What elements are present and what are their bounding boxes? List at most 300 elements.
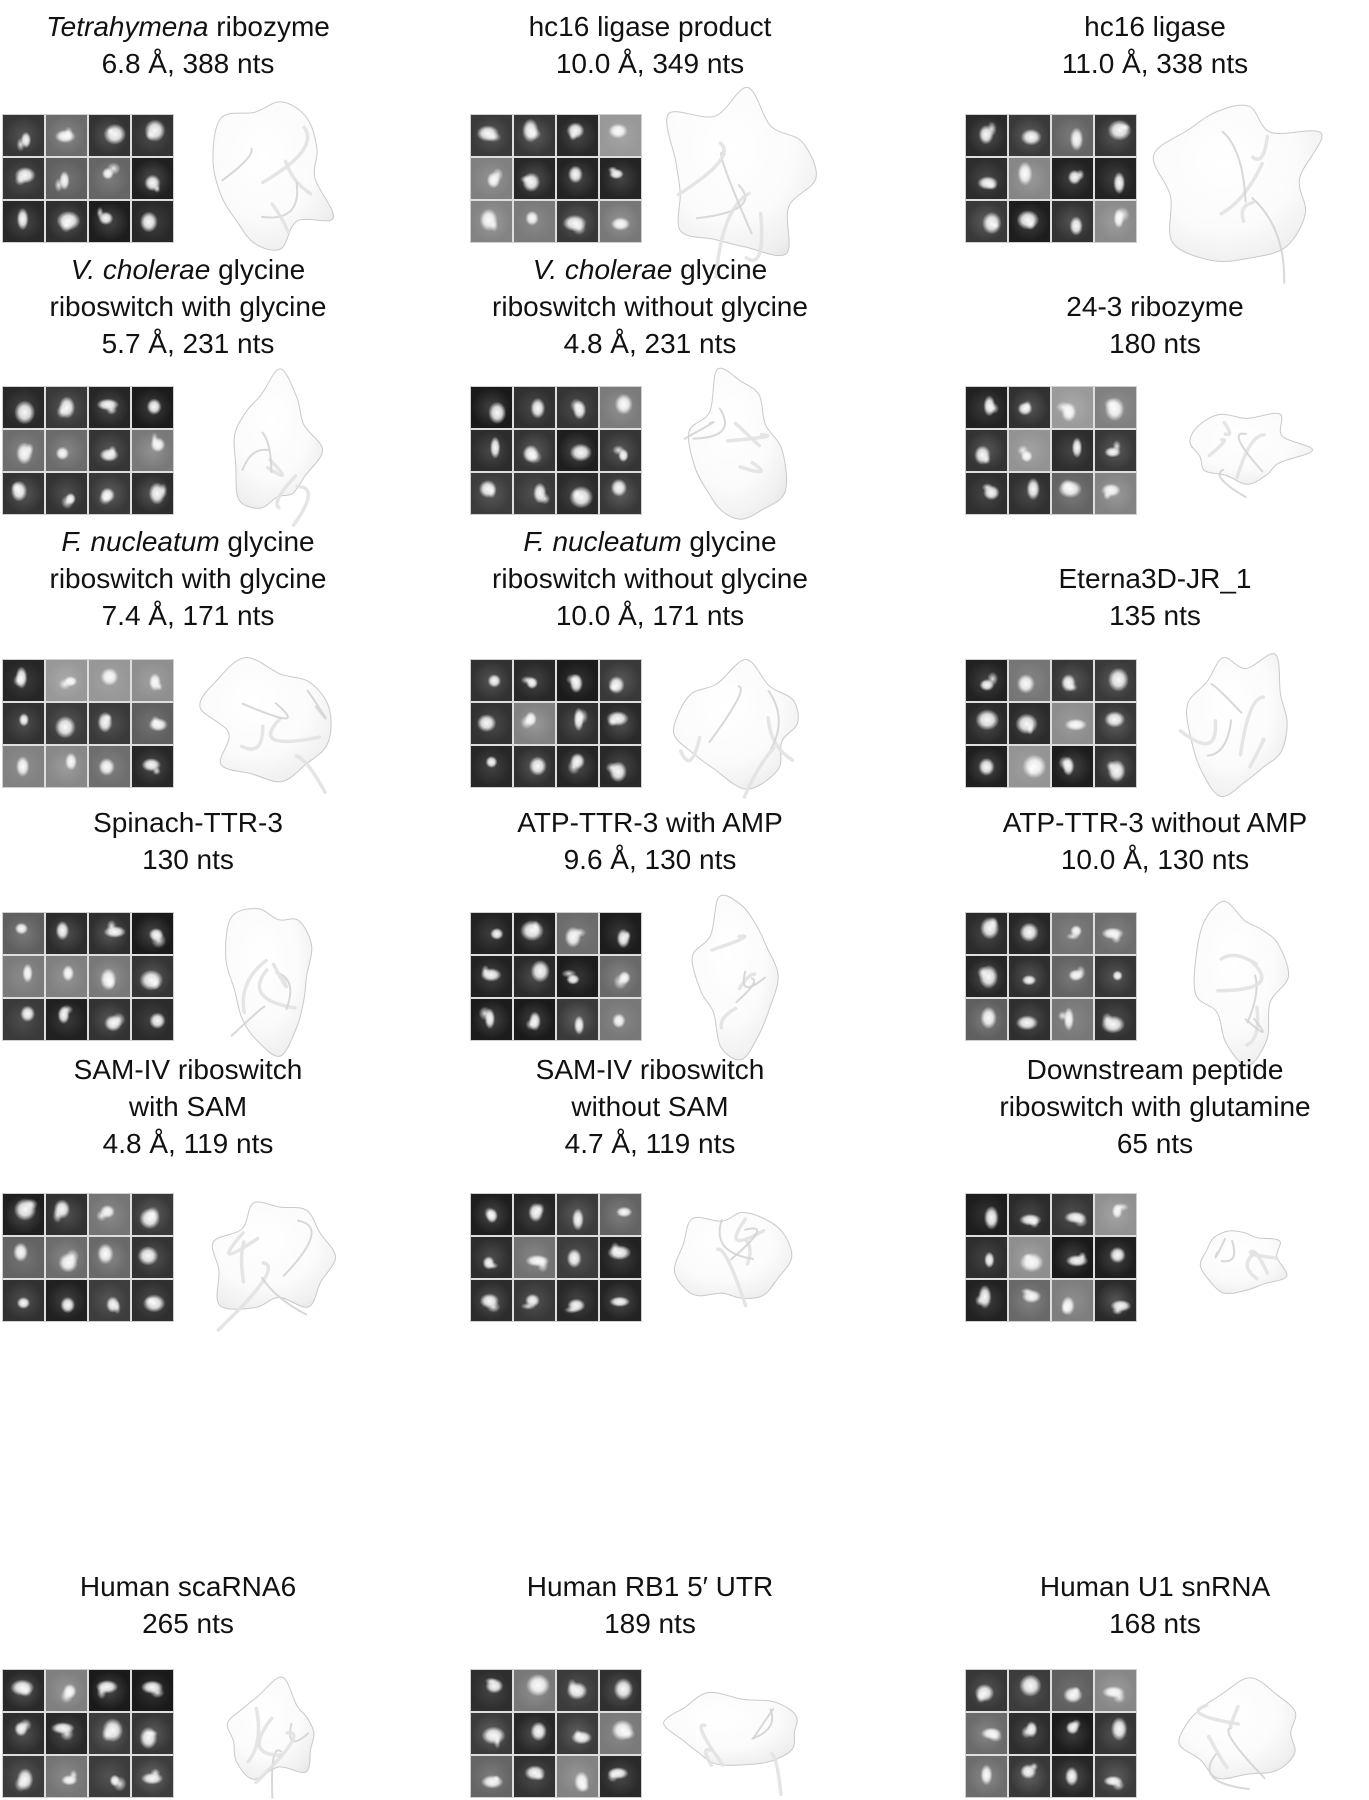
density-map (642, 1683, 830, 1783)
class-average-grid (470, 1193, 642, 1322)
class-average-cell (557, 913, 598, 954)
class-average-cell (600, 913, 641, 954)
class-average-grid (2, 912, 174, 1041)
title-text: riboswitch without glycine (492, 563, 808, 594)
panel-row-5 (0, 1050, 1369, 1330)
class-average-cell (966, 999, 1007, 1040)
panel-title (965, 1050, 1345, 1162)
class-average-cell (1095, 1713, 1136, 1754)
class-average-cell (1052, 473, 1093, 514)
class-average-cell (966, 1194, 1007, 1235)
panel-title (965, 516, 1345, 634)
panel-hc16-ligase (913, 0, 1369, 248)
title-text: glycine (210, 254, 306, 285)
panel-tetrahymena-ribozyme (0, 0, 456, 248)
panel-title-line (965, 1125, 1345, 1162)
title-text: riboswitch with glycine (49, 291, 327, 322)
class-average-grid (965, 912, 1137, 1041)
class-average-cell (471, 201, 512, 242)
class-average-cell (600, 660, 641, 701)
class-average-cell (46, 1670, 87, 1711)
class-average-cell (46, 387, 87, 428)
title-text: Eterna3D-JR_1 (1058, 563, 1252, 594)
class-average-cell (3, 1237, 44, 1278)
panel-inner (2, 790, 374, 1050)
class-average-cell (1095, 201, 1136, 242)
class-average-grid (470, 386, 642, 515)
panel-title-line (2, 1125, 374, 1162)
density-map-image (214, 886, 334, 1066)
class-average-cell (471, 956, 512, 997)
panel-content (470, 1184, 830, 1330)
class-average-cell (1009, 999, 1050, 1040)
panel-inner (2, 1330, 374, 1800)
title-text: Human RB1 5′ UTR (526, 1571, 774, 1602)
class-average-cell (600, 1670, 641, 1711)
class-average-cell (600, 387, 641, 428)
class-average-cell (557, 387, 598, 428)
class-average-cell (966, 387, 1007, 428)
title-text: 135 nts (1109, 600, 1201, 631)
panel-title (470, 790, 830, 878)
class-average-cell (132, 1280, 173, 1321)
title-text: Human U1 snRNA (1039, 1571, 1271, 1602)
density-map (1137, 400, 1345, 500)
class-average-cell (132, 660, 173, 701)
class-average-cell (89, 956, 130, 997)
panel-content (965, 1184, 1345, 1330)
title-text: 265 nts (142, 1608, 234, 1639)
title-text: SAM-IV riboswitch (535, 1054, 765, 1085)
class-average-cell (1009, 1670, 1050, 1711)
class-average-cell (1009, 1237, 1050, 1278)
title-text: riboswitch with glutamine (999, 1091, 1311, 1122)
class-average-cell (1052, 956, 1093, 997)
class-average-cell (557, 956, 598, 997)
panel-inner (2, 1050, 374, 1330)
panel-inner (965, 248, 1345, 516)
density-map-image (666, 1187, 806, 1327)
class-average-cell (89, 746, 130, 787)
class-average-cell (600, 430, 641, 471)
class-average-cell (1095, 660, 1136, 701)
title-text: ribozyme (208, 11, 330, 42)
class-average-cell (3, 703, 44, 744)
panel-content (965, 108, 1345, 248)
class-average-cell (89, 999, 130, 1040)
class-average-grid (965, 1669, 1137, 1798)
panel-content (965, 902, 1345, 1050)
title-text: 65 nts (1116, 1128, 1194, 1159)
density-map-image (1186, 1212, 1296, 1302)
class-average-cell (966, 746, 1007, 787)
density-map (174, 886, 374, 1066)
class-average-cell (1009, 1756, 1050, 1797)
class-average-cell (46, 746, 87, 787)
class-average-cell (557, 1237, 598, 1278)
class-average-cell (557, 430, 598, 471)
class-average-cell (3, 115, 44, 156)
class-average-cell (471, 746, 512, 787)
class-average-cell (3, 1280, 44, 1321)
panel-v-cholerae-glycine-riboswitch-without-glycine (456, 248, 913, 516)
class-average-cell (46, 115, 87, 156)
class-average-grid (965, 386, 1137, 515)
class-average-cell (132, 1237, 173, 1278)
class-average-cell (46, 999, 87, 1040)
panel-title (2, 1330, 374, 1642)
panel-content (2, 1666, 374, 1800)
panel-content (470, 1666, 830, 1800)
title-text: 7.4 Å, 171 nts (101, 600, 275, 631)
class-average-cell (89, 1194, 130, 1235)
density-map-image (1166, 400, 1316, 500)
class-average-cell (3, 430, 44, 471)
class-average-cell (471, 430, 512, 471)
panel-title-line (470, 560, 830, 597)
title-text: SAM-IV riboswitch (73, 1054, 303, 1085)
density-map (1137, 879, 1345, 1074)
density-map (1137, 1673, 1345, 1793)
class-average-cell (132, 430, 173, 471)
class-average-cell (46, 956, 87, 997)
panel-title-line (965, 1088, 1345, 1125)
class-average-cell (1009, 746, 1050, 787)
class-average-grid (470, 912, 642, 1041)
title-text: Human scaRNA6 (79, 1571, 297, 1602)
class-average-cell (89, 387, 130, 428)
class-average-cell (557, 999, 598, 1040)
class-average-cell (514, 430, 555, 471)
class-average-cell (89, 703, 130, 744)
class-average-cell (1009, 1280, 1050, 1321)
class-average-cell (1009, 1713, 1050, 1754)
class-average-cell (514, 703, 555, 744)
panel-inner (470, 1050, 830, 1330)
class-average-cell (471, 1280, 512, 1321)
panel-title (965, 0, 1345, 82)
panel-inner (965, 0, 1345, 248)
class-average-cell (1009, 956, 1050, 997)
class-average-cell (600, 1756, 641, 1797)
class-average-cell (600, 1194, 641, 1235)
panel-content (2, 384, 374, 516)
class-average-cell (471, 703, 512, 744)
class-average-cell (514, 473, 555, 514)
class-average-cell (471, 1194, 512, 1235)
panel-title-line (470, 597, 830, 634)
panel-hc16-ligase-product (456, 0, 913, 248)
title-text-italic: F. nucleatum (523, 526, 682, 557)
panel-title (965, 790, 1345, 878)
density-map (174, 1182, 374, 1332)
class-average-cell (1052, 387, 1093, 428)
panel-inner (470, 248, 830, 516)
class-average-cell (1095, 1280, 1136, 1321)
density-map-image (1181, 879, 1301, 1074)
density-map-image (199, 1182, 349, 1332)
class-average-cell (514, 201, 555, 242)
panel-inner (965, 1050, 1345, 1330)
panel-f-nucleatum-glycine-riboswitch-with-glycine (0, 516, 456, 790)
panel-inner (2, 516, 374, 790)
class-average-cell (600, 158, 641, 199)
class-average-cell (3, 999, 44, 1040)
class-average-cell (471, 660, 512, 701)
density-map (174, 1673, 374, 1793)
class-average-grid (965, 659, 1137, 788)
class-average-cell (514, 660, 555, 701)
class-average-cell (966, 703, 1007, 744)
class-average-grid (470, 659, 642, 788)
title-text: glycine (672, 254, 768, 285)
panel-content (965, 384, 1345, 516)
panel-content (2, 1184, 374, 1330)
class-average-cell (132, 913, 173, 954)
class-average-cell (1009, 430, 1050, 471)
panel-row-6 (0, 1330, 1369, 1800)
class-average-cell (1095, 913, 1136, 954)
panel-title-line (470, 523, 830, 560)
density-map-image (1161, 1673, 1321, 1793)
class-average-cell (557, 1713, 598, 1754)
class-average-grid (2, 659, 174, 788)
panel-row-2 (0, 248, 1369, 516)
class-average-cell (46, 660, 87, 701)
class-average-cell (600, 956, 641, 997)
class-average-cell (471, 999, 512, 1040)
class-average-cell (3, 387, 44, 428)
class-average-cell (3, 1670, 44, 1711)
class-average-cell (1052, 703, 1093, 744)
panel-title-line (2, 288, 374, 325)
class-average-cell (966, 1670, 1007, 1711)
class-average-cell (557, 115, 598, 156)
class-average-cell (514, 999, 555, 1040)
class-average-cell (514, 1756, 555, 1797)
panel-atp-ttr-3-with-amp (456, 790, 913, 1050)
class-average-cell (600, 115, 641, 156)
class-average-cell (3, 473, 44, 514)
title-text: hc16 ligase product (528, 11, 772, 42)
class-average-cell (132, 703, 173, 744)
panel-row-1 (0, 0, 1369, 248)
class-average-grid (470, 1669, 642, 1798)
class-average-cell (600, 1713, 641, 1754)
panel-title-line (2, 597, 374, 634)
class-average-cell (966, 660, 1007, 701)
class-average-cell (1009, 158, 1050, 199)
panel-title (470, 0, 830, 82)
class-average-cell (600, 703, 641, 744)
class-average-cell (471, 1713, 512, 1754)
class-average-cell (557, 473, 598, 514)
class-average-cell (46, 201, 87, 242)
panel-title-line (2, 841, 374, 878)
class-average-cell (1052, 1713, 1093, 1754)
panel-content (470, 384, 830, 516)
title-text: 10.0 Å, 171 nts (555, 600, 745, 631)
panel-f-nucleatum-glycine-riboswitch-without-glycine (456, 516, 913, 790)
class-average-cell (514, 746, 555, 787)
class-average-cell (557, 703, 598, 744)
panel-title (2, 1050, 374, 1162)
class-average-cell (46, 430, 87, 471)
class-average-cell (514, 115, 555, 156)
class-average-cell (1095, 430, 1136, 471)
class-average-cell (3, 746, 44, 787)
class-average-cell (89, 1280, 130, 1321)
class-average-cell (600, 746, 641, 787)
class-average-cell (600, 201, 641, 242)
class-average-cell (132, 1194, 173, 1235)
panel-title-line (470, 1051, 830, 1088)
title-text: hc16 ligase (1084, 11, 1226, 42)
panel-content (965, 1666, 1345, 1800)
class-average-cell (471, 158, 512, 199)
class-average-cell (89, 913, 130, 954)
panel-title-line (470, 288, 830, 325)
density-map-image (219, 365, 329, 535)
class-average-cell (557, 201, 598, 242)
panel-title-line (965, 45, 1345, 82)
panel-title (470, 1050, 830, 1162)
class-average-cell (514, 1237, 555, 1278)
class-average-cell (600, 1237, 641, 1278)
class-average-cell (1052, 115, 1093, 156)
title-text: 10.0 Å, 349 nts (555, 48, 745, 79)
class-average-cell (514, 1713, 555, 1754)
class-average-cell (1009, 913, 1050, 954)
class-average-cell (514, 1280, 555, 1321)
class-average-cell (514, 913, 555, 954)
class-average-cell (1009, 473, 1050, 514)
title-text: ATP-TTR-3 with AMP (517, 807, 783, 838)
panel-inner (2, 0, 374, 248)
class-average-cell (89, 473, 130, 514)
class-average-cell (132, 1756, 173, 1797)
panel-title-line (2, 325, 374, 362)
class-average-cell (132, 1670, 173, 1711)
class-average-cell (1052, 158, 1093, 199)
panel-title-line (470, 251, 830, 288)
class-average-cell (1052, 430, 1093, 471)
class-average-cell (1009, 387, 1050, 428)
class-average-cell (1095, 115, 1136, 156)
class-average-cell (1052, 1280, 1093, 1321)
class-average-cell (89, 1756, 130, 1797)
panel-title-line (965, 8, 1345, 45)
class-average-grid (2, 386, 174, 515)
title-text: glycine (219, 526, 315, 557)
class-average-cell (966, 1237, 1007, 1278)
panel-title-line (965, 1051, 1345, 1088)
panel-title-line (470, 45, 830, 82)
title-text: 5.7 Å, 231 nts (101, 328, 275, 359)
title-text: 10.0 Å, 130 nts (1060, 844, 1250, 875)
class-average-cell (132, 956, 173, 997)
class-average-cell (1052, 1194, 1093, 1235)
class-average-cell (471, 1237, 512, 1278)
panel-content (470, 902, 830, 1050)
class-average-cell (46, 473, 87, 514)
title-text: 24-3 ribozyme (1066, 291, 1244, 322)
panel-title-line (470, 1088, 830, 1125)
density-map (642, 653, 830, 793)
class-average-cell (1052, 1670, 1093, 1711)
class-average-cell (966, 201, 1007, 242)
panel-v-cholerae-glycine-riboswitch-with-glycine (0, 248, 456, 516)
class-average-grid (965, 1193, 1137, 1322)
class-average-cell (1009, 115, 1050, 156)
title-text: 168 nts (1109, 1608, 1201, 1639)
title-text: 180 nts (1109, 328, 1201, 359)
panel-inner (470, 516, 830, 790)
density-map (174, 365, 374, 535)
title-text: 130 nts (142, 844, 234, 875)
class-average-cell (46, 1713, 87, 1754)
class-average-cell (1052, 913, 1093, 954)
panel-title (470, 248, 830, 362)
density-map (1137, 1212, 1345, 1302)
panel-row-4 (0, 790, 1369, 1050)
title-text: 9.6 Å, 130 nts (563, 844, 737, 875)
class-average-cell (3, 201, 44, 242)
class-average-cell (1095, 1237, 1136, 1278)
panel-title-line (2, 1568, 374, 1605)
density-map-image (681, 881, 791, 1071)
class-average-cell (1095, 746, 1136, 787)
density-map-image (204, 1673, 344, 1793)
class-average-cell (557, 1756, 598, 1797)
class-average-cell (1009, 201, 1050, 242)
class-average-cell (1095, 387, 1136, 428)
class-average-cell (514, 387, 555, 428)
class-average-grid (2, 1669, 174, 1798)
class-average-cell (514, 956, 555, 997)
class-average-grid (2, 114, 174, 243)
title-text-italic: V. cholerae (532, 254, 673, 285)
class-average-cell (46, 158, 87, 199)
class-average-cell (600, 1280, 641, 1321)
class-average-cell (557, 158, 598, 199)
class-average-cell (557, 1194, 598, 1235)
class-average-cell (89, 660, 130, 701)
title-text: glycine (681, 526, 777, 557)
title-text: Downstream peptide (1026, 1054, 1284, 1085)
density-map (174, 648, 374, 798)
title-text: 189 nts (604, 1608, 696, 1639)
class-average-cell (132, 1713, 173, 1754)
class-average-cell (89, 158, 130, 199)
density-map-image (189, 648, 359, 798)
class-average-cell (1009, 1194, 1050, 1235)
panel-atp-ttr-3-without-amp (913, 790, 1369, 1050)
panel-inner (470, 1330, 830, 1800)
density-map-image (199, 83, 349, 273)
class-average-cell (514, 1194, 555, 1235)
class-average-cell (600, 473, 641, 514)
class-average-cell (1095, 1756, 1136, 1797)
class-average-cell (1052, 660, 1093, 701)
class-average-cell (966, 913, 1007, 954)
class-average-cell (46, 1194, 87, 1235)
panel-human-scarna6 (0, 1330, 456, 1800)
panel-content (2, 108, 374, 248)
class-average-cell (966, 1713, 1007, 1754)
panel-title-line (965, 1605, 1345, 1642)
panel-title-line (965, 841, 1345, 878)
